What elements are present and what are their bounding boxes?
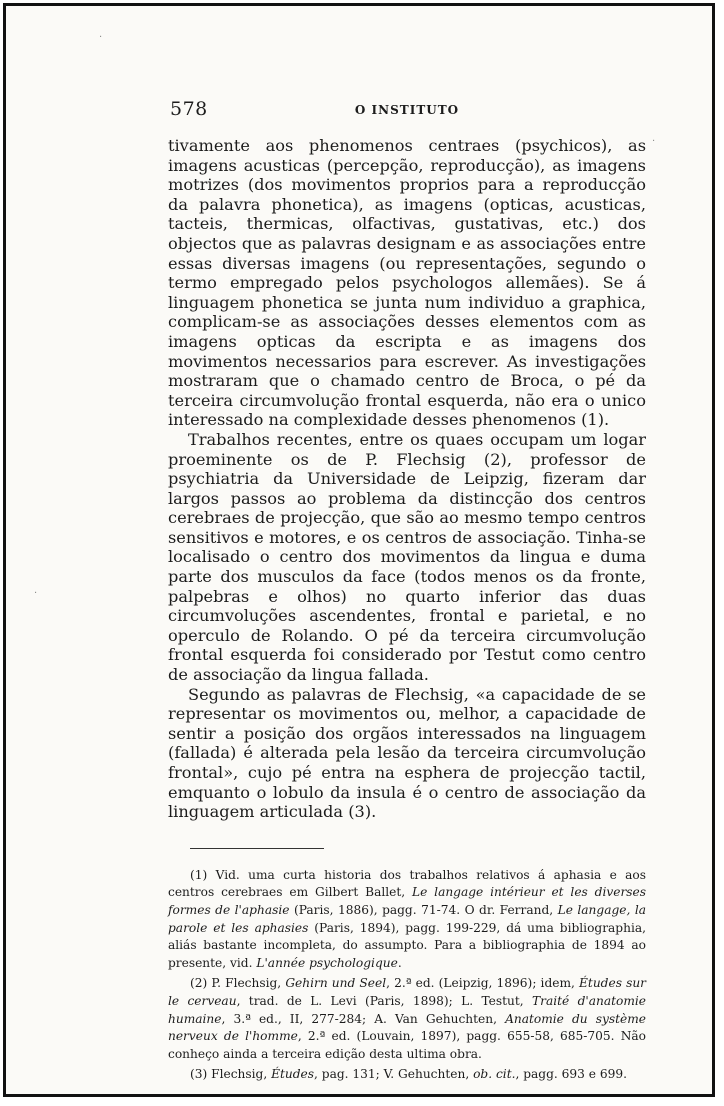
footnote-3-text: , pagg. 693 e 699. bbox=[515, 1067, 627, 1082]
speck-mark: · bbox=[34, 588, 38, 599]
page-frame bbox=[3, 3, 715, 1097]
body-text bbox=[168, 136, 646, 822]
page-number: 578 bbox=[170, 98, 208, 120]
footnote-3 bbox=[168, 1066, 646, 1084]
footnote-3-text: , pag. 131; V. Gehuchten, bbox=[314, 1067, 474, 1082]
footnote-3-title: ob. cit. bbox=[473, 1067, 516, 1082]
footnote-1-title: Le langage intérieur et les diverses formes de l'aphasie bbox=[168, 885, 646, 917]
printed-page bbox=[168, 88, 646, 1084]
footnote-2-title: Gehirn und Seel bbox=[285, 976, 387, 991]
footnote-2-text: (2) P. Flechsig, bbox=[190, 976, 286, 991]
footnotes bbox=[168, 867, 646, 1084]
running-title: O INSTITUTO bbox=[354, 103, 460, 117]
paragraph-3: Segundo as palavras de Flechsig, «a capacidade de se representar os movimentos ou, melhor, a capacidade de sentir a posição dos orgãos interessados na linguagem (fallada) é alterada pela lesão da terceira circumvolução frontal», cujo pé entra na esphera de projecção tactil, emquanto o lobulo da insula é o centro de associação da linguagem articulada (3). bbox=[168, 684, 646, 822]
footnote-1-text: (1) Vid. uma curta historia dos trabalhos relativos á aphasia e aos centros cerebraes em Gilbert Ballet, bbox=[168, 867, 646, 900]
footnote-1-title: Le langage, la parole et les aphasies bbox=[168, 902, 646, 935]
footnote-2-text: , trad. de L. Levi (Paris, 1898); L. Testut, bbox=[236, 993, 532, 1008]
paragraph-2: Trabalhos recentes, entre os quaes occupam um logar proeminente os de P. Flechsig (2), professor de psychiatria da Universidade de Leipzig, fizeram dar largos passos ao problema da distincção dos centros cerebraes de projecção, que são ao mesmo tempo centros sensitivos e motores, e os centros de associação. Tinha-se localisado o centro dos movimentos da lingua e duma parte dos musculos da face (todos menos os da fronte, palpebras e olhos) no quarto inferior das duas circumvoluções ascendentes, frontal e parietal, e no operculo de Rolando. O pé da terceira circumvolução frontal esquerda foi considerado por Testut como centro de associação da lingua fallada. bbox=[168, 429, 646, 685]
footnote-2-text: , 3.ª ed., II, 277-284; A. Van Gehuchten, bbox=[221, 1011, 506, 1026]
speck-mark: · bbox=[652, 136, 656, 147]
footnote-2-text: , 2.ª ed. (Louvain, 1897), pagg. 655-58, 685-705. Não conheço ainda a terceira edição desta ultima obra. bbox=[168, 1029, 646, 1061]
speck-mark: · bbox=[99, 32, 103, 43]
footnote-divider bbox=[190, 848, 324, 849]
footnote-2-title: Anatomie du système nerveux de l'homme bbox=[168, 1011, 646, 1044]
footnote-1-text: (Paris, 1886), pagg. 71-74. O dr. Ferrand, bbox=[289, 902, 558, 917]
footnote-1-title: L'année psychologique bbox=[256, 955, 398, 970]
footnote-1 bbox=[168, 867, 646, 973]
footnote-1-text: . bbox=[397, 955, 402, 970]
footnote-2 bbox=[168, 975, 646, 1063]
paragraph-1: tivamente aos phenomenos centraes (psychicos), as imagens acusticas (percepção, reproducção), as imagens motrizes (dos movimentos proprios para a reproducção da palavra phonetica), as imagens (opticas, acusticas, tacteis, thermicas, olfactivas, gustativas, etc.) dos objectos que as palavras designam e as associações entre essas diversas imagens (ou representações, segundo o termo empregado pelos psychologos allemães). Se á linguagem phonetica se junta num individuo a graphica, complicam-se as associações desses elementos com as imagens opticas da escripta e as imagens dos movimentos necessarios para escrever. As investigações mostraram que o chamado centro de Broca, o pé da terceira circumvolução frontal esquerda, não era o unico interessado na complexidade desses phenomenos (1). bbox=[168, 136, 646, 430]
footnote-1-text: (Paris, 1894), pagg. 199-229, dá uma bibliographia, aliás bastante incompleta, do assumpto. Para a bibliographia de 1894 ao presente, vid. bbox=[168, 920, 646, 970]
page-header bbox=[168, 88, 646, 118]
footnote-2-title: Traité d'anatomie humaine bbox=[168, 993, 647, 1026]
footnote-2-title: Études sur le cerveau bbox=[168, 976, 646, 1008]
footnote-3-title: Études bbox=[271, 1067, 315, 1082]
footnote-3-text: (3) Flechsig, bbox=[190, 1067, 272, 1082]
footnote-2-text: , 2.ª ed. (Leipzig, 1896); idem, bbox=[386, 976, 580, 991]
